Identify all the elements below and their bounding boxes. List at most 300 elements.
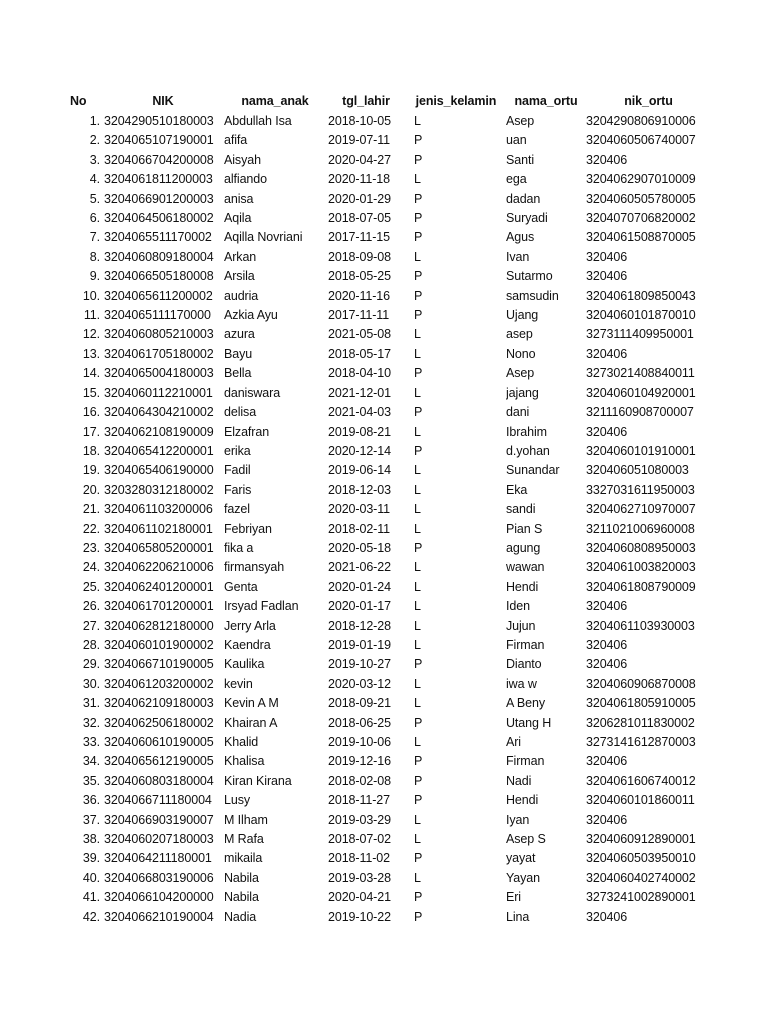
cell-nama-ortu: Asep [506,366,535,381]
cell-jenis-kelamin: P [414,793,423,808]
cell-nik-ortu: 3204061809850043 [586,288,696,303]
cell-nama-ortu: A Beny [506,696,546,711]
cell-nik: 3204060207180003 [104,832,214,847]
cell-no: 28. [82,637,100,652]
cell-tgl-lahir: 2018-05-25 [328,269,391,284]
cell-nik-ortu: 3204060104920001 [586,385,696,400]
cell-no: 10. [82,288,100,303]
cell-tgl-lahir: 2019-10-22 [328,909,391,924]
cell-nik: 3204065511170002 [104,230,212,245]
table-row [62,558,711,577]
cell-nama-anak: Kaendra [224,637,271,652]
cell-nik: 3204065612190005 [104,754,214,769]
cell-nama-anak: afifa [224,133,248,148]
cell-nama-anak: Aqilla Novriani [224,230,303,245]
cell-nik-ortu: 320406 [586,152,628,167]
cell-jenis-kelamin: P [414,152,423,167]
cell-nama-anak: Bella [224,366,252,381]
table-row [62,791,711,810]
cell-tgl-lahir: 2018-02-08 [328,773,391,788]
cell-no: 37. [82,812,100,827]
cell-nama-anak: fika a [224,540,254,555]
cell-nik: 3204065406190000 [104,463,214,478]
table-row [62,423,711,442]
cell-nik: 3204060610190005 [104,735,214,749]
cell-nik: 3204062109180003 [104,696,214,711]
cell-jenis-kelamin: L [414,346,421,361]
cell-jenis-kelamin: L [414,114,421,128]
table-row [62,461,711,480]
table-row [62,694,711,713]
cell-tgl-lahir: 2018-11-27 [328,793,391,808]
cell-tgl-lahir: 2017-11-15 [328,230,391,245]
cell-tgl-lahir: 2018-12-03 [328,482,391,497]
cell-jenis-kelamin: L [414,696,421,711]
cell-nik-ortu: 3204061606740012 [586,773,696,788]
cell-nama-ortu: agung [506,540,541,555]
cell-nik: 3204064211180001 [104,851,212,866]
cell-nama-ortu: Sunandar [506,463,560,478]
cell-nama-ortu: Pian S [506,521,543,536]
cell-nama-anak: Nadia [224,909,257,924]
cell-no: 24. [82,560,100,575]
cell-no: 40. [82,870,100,885]
cell-tgl-lahir: 2018-10-05 [328,114,391,128]
cell-nama-ortu: Sutarmo [506,269,553,284]
table-row [62,306,711,325]
cell-no: 19. [82,463,100,478]
cell-nama-ortu: Yayan [506,870,541,885]
cell-tgl-lahir: 2018-07-05 [328,211,391,226]
cell-nama-ortu: Eka [506,482,528,497]
cell-no: 2. [89,133,100,148]
cell-nama-ortu: dadan [506,191,541,206]
cell-nik: 3204064506180002 [104,211,214,226]
cell-tgl-lahir: 2019-01-19 [328,637,391,652]
cell-nama-ortu: Iyan [506,812,530,827]
cell-jenis-kelamin: L [414,599,421,614]
cell-no: 22. [82,521,100,536]
cell-no: 39. [82,851,100,866]
cell-tgl-lahir: 2019-10-06 [328,735,391,749]
cell-no: 31. [82,696,100,711]
cell-nik: 3204066505180008 [104,269,214,284]
cell-jenis-kelamin: P [414,230,423,245]
table-row [62,131,711,150]
cell-nik-ortu: 320406 [586,657,628,672]
cell-nik-ortu: 3204061808790009 [586,579,696,594]
cell-nik: 3203280312180002 [104,482,214,497]
table-row [62,869,711,888]
table-row [62,170,711,189]
cell-nik: 3204060803180004 [104,773,214,788]
cell-nama-anak: Arsila [224,269,255,284]
table-row [62,714,711,733]
cell-nama-anak: Azkia Ayu [224,308,278,323]
table-row [62,287,711,306]
cell-nama-anak: Faris [224,482,252,497]
cell-nik-ortu: 3327031611950003 [586,482,695,497]
cell-nama-anak: M Ilham [224,812,268,827]
header-nik: NIK [152,94,174,108]
cell-nama-anak: Khalid [224,735,259,749]
cell-no: 13. [82,346,100,361]
cell-nama-anak: mikaila [224,851,263,866]
cell-nik-ortu: 320406 [586,424,628,439]
cell-nik-ortu: 3273111409950001 [586,327,694,342]
cell-no: 30. [82,676,100,691]
cell-nik: 3204065111170000 [104,308,211,323]
cell-nama-ortu: Asep [506,114,535,128]
table-row [62,325,711,344]
cell-tgl-lahir: 2019-03-28 [328,870,391,885]
cell-no: 35. [82,773,100,788]
cell-nama-anak: Fadil [224,463,251,478]
cell-jenis-kelamin: P [414,909,423,924]
cell-nama-ortu: uan [506,133,527,148]
cell-nik-ortu: 3204062907010009 [586,172,696,187]
cell-nik: 3204065805200001 [104,540,214,555]
cell-nik-ortu: 3204061103930003 [586,618,695,633]
cell-no: 29. [82,657,100,672]
table-row [62,752,711,771]
cell-no: 36. [82,793,100,808]
cell-nama-ortu: Jujun [506,618,536,633]
cell-nama-ortu: Ibrahim [506,424,547,439]
cell-tgl-lahir: 2020-11-18 [328,172,391,187]
cell-jenis-kelamin: L [414,385,421,400]
cell-tgl-lahir: 2020-03-12 [328,676,391,691]
cell-nama-ortu: Ivan [506,249,530,264]
cell-no: 38. [82,832,100,847]
cell-nik: 3204062812180000 [104,618,214,633]
cell-nik-ortu: 3206281011830002 [586,715,695,730]
cell-nik: 3204065004180003 [104,366,214,381]
cell-nik-ortu: 3211160908700007 [586,405,694,420]
cell-nama-ortu: Eri [506,890,521,905]
cell-jenis-kelamin: P [414,308,423,323]
cell-nik: 3204062206210006 [104,560,214,575]
cell-tgl-lahir: 2018-05-17 [328,346,391,361]
cell-tgl-lahir: 2019-06-14 [328,463,391,478]
table-row [62,112,711,131]
cell-no: 18. [82,443,100,458]
cell-nama-anak: anisa [224,191,254,206]
cell-nik: 3204060112210001 [104,385,213,400]
cell-jenis-kelamin: P [414,288,423,303]
cell-nik: 3204060809180004 [104,249,214,264]
cell-no: 6. [89,211,100,226]
cell-nik: 3204066710190005 [104,657,214,672]
cell-nik-ortu: 320406 [586,637,628,652]
cell-nama-anak: M Rafa [224,832,264,847]
cell-nik: 3204290510180003 [104,114,214,128]
cell-no: 5. [89,191,100,206]
cell-nik-ortu: 320406 [586,909,628,924]
cell-no: 41. [82,890,100,905]
cell-nik: 3204066210190004 [104,909,214,924]
cell-nik-ortu: 320406 [586,812,628,827]
cell-no: 32. [82,715,100,730]
cell-nama-anak: Aisyah [224,152,261,167]
cell-tgl-lahir: 2018-02-11 [328,521,391,536]
cell-tgl-lahir: 2020-01-29 [328,191,391,206]
cell-jenis-kelamin: P [414,754,423,769]
table-row [62,830,711,849]
cell-nama-ortu: Lina [506,909,530,924]
table-row [62,248,711,267]
header-jenis-kelamin: jenis_kelamin [415,94,497,108]
cell-no: 17. [82,424,100,439]
cell-nik-ortu: 3211021006960008 [586,521,695,536]
cell-jenis-kelamin: L [414,676,421,691]
cell-jenis-kelamin: P [414,851,423,866]
cell-nik-ortu: 320406 [586,754,628,769]
cell-tgl-lahir: 2018-12-28 [328,618,391,633]
cell-nik-ortu: 3204060506740007 [586,133,696,148]
table-row [62,849,711,868]
cell-jenis-kelamin: L [414,327,421,342]
table-row [62,733,711,752]
cell-jenis-kelamin: L [414,502,421,517]
table-row [62,151,711,170]
cell-jenis-kelamin: L [414,560,421,575]
cell-jenis-kelamin: P [414,715,423,730]
cell-nama-anak: Genta [224,579,258,594]
cell-jenis-kelamin: P [414,443,423,458]
table-row [62,811,711,830]
table-row [62,267,711,286]
cell-nama-anak: Kaulika [224,657,265,672]
table-row [62,675,711,694]
cell-nama-anak: Nabila [224,870,259,885]
cell-jenis-kelamin: L [414,637,421,652]
cell-nik-ortu: 3273241002890001 [586,890,696,905]
cell-tgl-lahir: 2020-12-14 [328,443,391,458]
cell-nik-ortu: 3204061805910005 [586,696,696,711]
cell-tgl-lahir: 2019-10-27 [328,657,391,672]
cell-nama-anak: firmansyah [224,560,285,575]
table-row [62,888,711,907]
cell-jenis-kelamin: L [414,463,421,478]
cell-tgl-lahir: 2020-01-24 [328,579,391,594]
table-row [62,597,711,616]
table-row [62,655,711,674]
cell-nik: 3204061102180001 [104,521,213,536]
header-row [62,90,711,112]
cell-jenis-kelamin: L [414,735,421,749]
cell-nama-anak: Febriyan [224,521,272,536]
cell-nama-ortu: asep [506,327,533,342]
cell-nik: 3204062506180002 [104,715,214,730]
cell-nik: 3204066903190007 [104,812,214,827]
cell-nik: 3204060101900002 [104,637,214,652]
cell-nik-ortu: 3204060101870010 [586,308,696,323]
cell-nama-anak: alfiando [224,172,267,187]
cell-nama-anak: Elzafran [224,424,270,439]
cell-nama-anak: daniswara [224,385,281,400]
cell-no: 15. [82,385,100,400]
cell-jenis-kelamin: L [414,812,421,827]
cell-nama-ortu: Iden [506,599,530,614]
cell-no: 14. [82,366,100,381]
cell-nama-ortu: Asep S [506,832,546,847]
cell-nik: 3204066803190006 [104,870,214,885]
cell-nama-ortu: wawan [506,560,545,575]
table-row [62,908,711,927]
cell-nik: 3204066901200003 [104,191,214,206]
cell-nama-ortu: Hendi [506,793,539,808]
cell-jenis-kelamin: L [414,521,421,536]
table-row [62,617,711,636]
cell-nama-anak: Nabila [224,890,259,905]
cell-nik-ortu: 3204060505780005 [586,191,696,206]
cell-nik: 3204062108190009 [104,424,214,439]
cell-nama-anak: Lusy [224,793,251,808]
table-row [62,481,711,500]
cell-tgl-lahir: 2018-06-25 [328,715,391,730]
cell-nik-ortu: 3204060101860011 [586,793,695,808]
cell-tgl-lahir: 2021-04-03 [328,405,391,420]
cell-no: 9. [89,269,100,284]
cell-nama-anak: Irsyad Fadlan [224,599,299,614]
cell-jenis-kelamin: P [414,773,423,788]
cell-jenis-kelamin: P [414,133,423,148]
cell-no: 26. [82,599,100,614]
cell-jenis-kelamin: P [414,890,423,905]
cell-nama-ortu: Santi [506,152,534,167]
cell-tgl-lahir: 2018-09-21 [328,696,391,711]
cell-nik-ortu: 320406051080003 [586,463,689,478]
cell-nama-ortu: Utang H [506,715,552,730]
cell-tgl-lahir: 2020-05-18 [328,540,391,555]
cell-jenis-kelamin: P [414,540,423,555]
cell-jenis-kelamin: P [414,405,423,420]
cell-nama-anak: Khalisa [224,754,265,769]
cell-no: 25. [82,579,100,594]
table-row [62,384,711,403]
cell-no: 33. [82,735,100,749]
cell-nik: 3204061203200002 [104,676,214,691]
cell-nama-anak: Bayu [224,346,253,361]
cell-nama-anak: Abdullah Isa [224,114,292,128]
cell-tgl-lahir: 2020-03-11 [328,502,391,517]
cell-no: 12. [82,327,100,342]
cell-nama-anak: Arkan [224,249,257,264]
table-row [62,228,711,247]
table-row [62,539,711,558]
cell-jenis-kelamin: P [414,211,423,226]
cell-nik: 3204065107190001 [104,133,214,148]
cell-nik-ortu: 320406 [586,346,628,361]
cell-tgl-lahir: 2020-01-17 [328,599,391,614]
header-nama-ortu: nama_ortu [514,94,578,108]
cell-nik-ortu: 3204060912890001 [586,832,696,847]
cell-nama-ortu: Ujang [506,308,539,323]
cell-nama-anak: erika [224,443,251,458]
cell-nik: 3204065412200001 [104,443,214,458]
cell-nama-ortu: d.yohan [506,443,550,458]
cell-nama-ortu: dani [506,405,530,420]
cell-nama-ortu: Nadi [506,773,532,788]
cell-tgl-lahir: 2018-07-02 [328,832,391,847]
cell-nik-ortu: 3273141612870003 [586,735,696,749]
cell-no: 3. [89,152,100,167]
cell-nama-anak: delisa [224,405,257,420]
cell-nama-ortu: Hendi [506,579,539,594]
cell-nik: 3204065611200002 [104,288,213,303]
table-row [62,442,711,461]
cell-nama-ortu: iwa w [506,676,537,691]
cell-no: 8. [89,249,100,264]
cell-no: 34. [82,754,100,769]
cell-nik-ortu: 3204070706820002 [586,211,696,226]
cell-no: 11. [83,308,100,323]
cell-nik-ortu: 3204062710970007 [586,502,696,517]
cell-jenis-kelamin: L [414,870,421,885]
table-row [62,190,711,209]
header-nik-ortu: nik_ortu [624,94,673,108]
cell-nama-ortu: jajang [506,385,539,400]
cell-nama-ortu: Nono [506,346,536,361]
cell-nik: 3204061705180002 [104,346,214,361]
cell-nik: 3204064304210002 [104,405,214,420]
cell-nama-ortu: Agus [506,230,535,245]
cell-tgl-lahir: 2021-06-22 [328,560,391,575]
cell-nik-ortu: 3204060808950003 [586,540,696,555]
cell-nik-ortu: 3204290806910006 [586,114,696,128]
cell-jenis-kelamin: L [414,172,421,187]
cell-no: 27. [82,618,100,633]
cell-nik-ortu: 3204060402740002 [586,870,696,885]
cell-tgl-lahir: 2018-04-10 [328,366,391,381]
cell-tgl-lahir: 2020-04-27 [328,152,391,167]
cell-nik: 3204061701200001 [104,599,214,614]
cell-nik-ortu: 3204060101910001 [586,443,696,458]
cell-tgl-lahir: 2021-12-01 [328,385,391,400]
cell-nik: 3204066711180004 [104,793,212,808]
table-row [62,403,711,422]
table-row [62,636,711,655]
cell-jenis-kelamin: L [414,249,421,264]
cell-nik: 3204062401200001 [104,579,214,594]
cell-jenis-kelamin: L [414,424,421,439]
cell-nama-ortu: Firman [506,637,545,652]
table-body [62,112,711,927]
cell-nama-anak: Aqila [224,211,252,226]
table-row [62,578,711,597]
header-no: No [70,94,87,108]
cell-nik: 3204061103200006 [104,502,213,517]
cell-nama-ortu: Dianto [506,657,542,672]
cell-tgl-lahir: 2020-04-21 [328,890,391,905]
cell-no: 1. [89,114,100,128]
cell-nik-ortu: 320406 [586,599,628,614]
cell-tgl-lahir: 2019-03-29 [328,812,391,827]
cell-nik-ortu: 320406 [586,269,628,284]
cell-nama-anak: fazel [224,502,250,517]
cell-nama-ortu: Firman [506,754,545,769]
cell-jenis-kelamin: L [414,618,421,633]
cell-nik-ortu: 320406 [586,249,628,264]
cell-nik: 3204060805210003 [104,327,214,342]
cell-no: 21. [82,502,100,517]
cell-tgl-lahir: 2020-11-16 [328,288,391,303]
header-nama-anak: nama_anak [241,94,309,108]
cell-tgl-lahir: 2019-07-11 [328,133,391,148]
cell-nama-anak: Kiran Kirana [224,773,292,788]
table-row [62,209,711,228]
